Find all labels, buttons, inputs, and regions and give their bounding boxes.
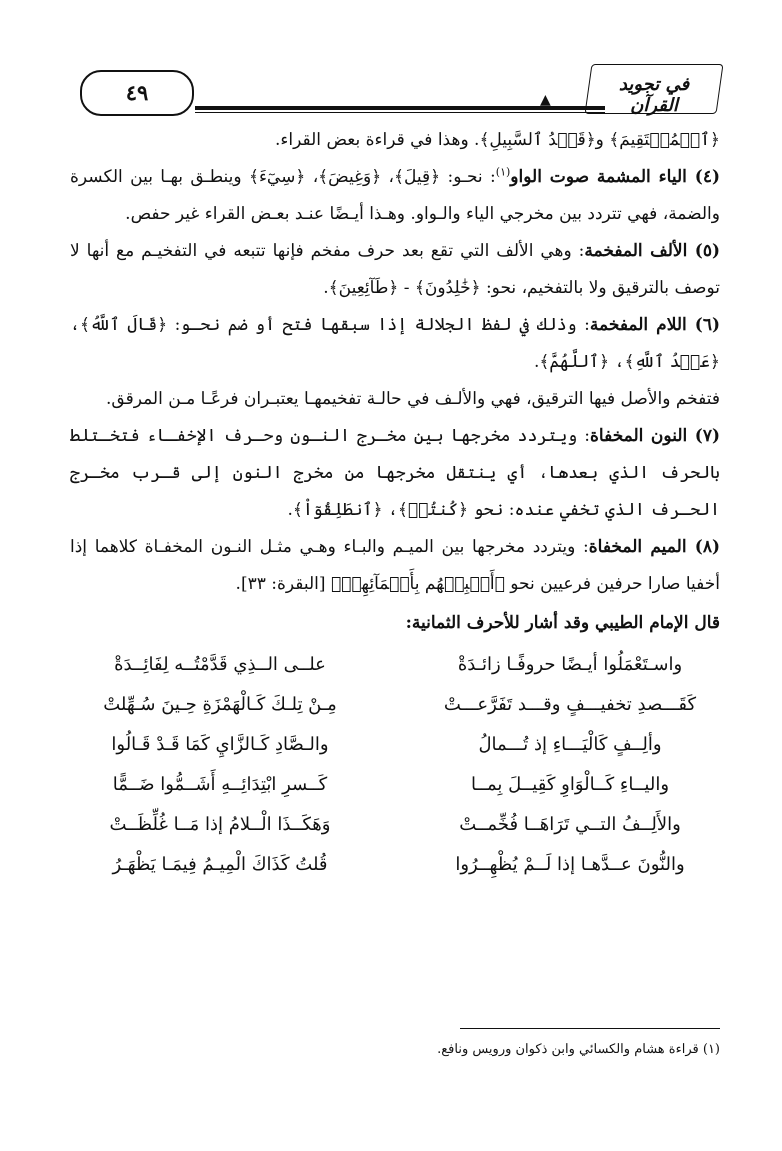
footnote: (١) قراءة هشام والكسائي وابن ذكوان ورويس ونافع. — [437, 1042, 720, 1057]
verse-first-hemistich: وألِــفٍ كَالْيَـــاءِ إذ تُـــمالُ — [478, 734, 662, 755]
ornament-icon: ▲ — [540, 92, 551, 108]
section-heading: (٤) الياء المشمة صوت الواو — [510, 167, 721, 187]
verse-second-hemistich: مِـنْ تِلـكَ كَـالْهَمْزَةِ حِـينَ سُـهِّلتْ — [103, 694, 337, 715]
verse-first-hemistich: والأَلِــفُ التــي تَرَاهَــا فُخِّمــتْ — [459, 814, 681, 835]
paragraph — [70, 418, 720, 529]
verse — [70, 845, 720, 885]
footnote-divider — [460, 1028, 720, 1029]
verse-second-hemistich: قُلتُ كَذَاكَ الْمِيـمُ فِيمَـا يَظْهَـرُ — [112, 854, 328, 875]
paragraph-text: : وهي الألف التي تقع بعد حرف مفخم فإنها تتبعه في التفخيـم مع أنها لا توصف بالترقيق ولا بالتفخيم، نحو: ﴿خَٰلِدُونَ﴾ - ﴿طَآئِعِينَ﴾. — [70, 241, 720, 298]
book-title: في تجويد القرآن — [618, 74, 690, 116]
paragraph-text: ﴿ٱلۡمُسۡتَقِيمَ﴾ و﴿قَصۡدُ ٱلسَّبِيلِ﴾. وهذا في قراءة بعض القراء. — [275, 130, 720, 150]
section-heading: (٦) اللام المفخمة — [589, 315, 720, 335]
paragraph-text: فتفخم والأصل فيها الترقيق، فهي والألـف في حالـة تفخيمهـا يعتبـران فرعًـا مـن المرقق. — [106, 389, 720, 409]
poem — [70, 645, 720, 885]
header-rule-thin — [195, 112, 605, 113]
verse-first-hemistich: كَقَـــصدِ تخفيـــفٍ وقـــد تَفَرَّعـــتْ — [443, 694, 697, 715]
paragraph — [70, 159, 720, 233]
verse-second-hemistich: وَهَكَــذَا الْــلامُ إذا مَــا غُلِّظَــتْ — [109, 814, 331, 835]
footnote-ref: (١) — [495, 165, 511, 179]
verse — [70, 725, 720, 765]
section-heading: (٥) الألف المفخمة — [584, 241, 720, 261]
page-number: ٤٩ — [80, 70, 194, 116]
verse-second-hemistich: والـصَّادِ كَـالزَّايِ كَمَا قَـدْ قَـالُوا — [111, 734, 329, 755]
page-body — [70, 122, 720, 885]
verse — [70, 765, 720, 805]
verse-first-hemistich: والنُّونَ عــدَّهـا إذا لَــمْ يُظْهِــرُوا — [455, 854, 685, 875]
verse — [70, 805, 720, 845]
paragraph — [70, 233, 720, 307]
verse-first-hemistich: واسـتَعْمَلُوا أيـضًا حروفًـا زائـدَةْ — [457, 654, 683, 675]
verse-first-hemistich: واليــاءِ كَــالْوَاوِ كَقِيــلَ بِمــا — [470, 774, 670, 795]
paragraph — [70, 307, 720, 381]
paragraph — [70, 529, 720, 603]
paragraph-text: : ويتردد مخرجها بين الميـم والبـاء وهـي مثـل النـون المخفـاة كلاهما إذا أخفيا صارا حرفين فرعيين نحو ﴿أَنۢبِئۡهُم بِأَسۡمَآئِهِمۡ﴾ [البقرة: ٣٣]. — [70, 537, 720, 594]
section-heading: (٨) الميم المخفاة — [588, 537, 720, 557]
paragraph-text: : وذلك في لفظ الجلالة إذا سبقها فتح أو ضم نحـو: ﴿قَالَ ٱللَّهُ﴾، ﴿عَبۡدُ ٱللَّهِ﴾، ﴿ٱللَّهُمَّ﴾. — [70, 315, 720, 372]
paragraph-text: : نحـو: ﴿قِيلَ﴾، ﴿وَغِيضَ﴾، ﴿سِيٓءَ﴾ وينطـق بهـا بين الكسرة والضمة، فهي تتردد بين مخرجي الياء والـواو. وهـذا أيـضًا عنـد بعـض القراء غير حفص. — [70, 167, 720, 224]
verse — [70, 685, 720, 725]
section-heading: (٧) النون المخفاة — [590, 426, 720, 446]
poem-intro: قال الإمام الطيبي وقد أشار للأحرف الثمانية: — [405, 613, 720, 633]
paragraph-text: : ويتردد مخرجها بين مخـرج النـون وحـرف الإخفـاء فتخـتلط بالحرف الذي بعدها، أي ينتقل مخرجها من مخرج النون إلى قـرب مخـرج الحـرف الذي تخفي عنده: نحو ﴿كُنتُمۡ﴾، ﴿ٱنطَلِقُوٓاْ﴾. — [70, 426, 720, 520]
verse-second-hemistich: كَــسرِ ابْتِدَائِــهِ أَشَــمُّوا ضَــمًّا — [112, 774, 328, 795]
verse — [70, 645, 720, 685]
verse-second-hemistich: علــى الــذِي قَدَّمْتُــه لِفَائِــدَةْ — [114, 654, 326, 675]
paragraph — [70, 122, 720, 159]
paragraph — [70, 381, 720, 418]
page-header — [70, 62, 720, 122]
